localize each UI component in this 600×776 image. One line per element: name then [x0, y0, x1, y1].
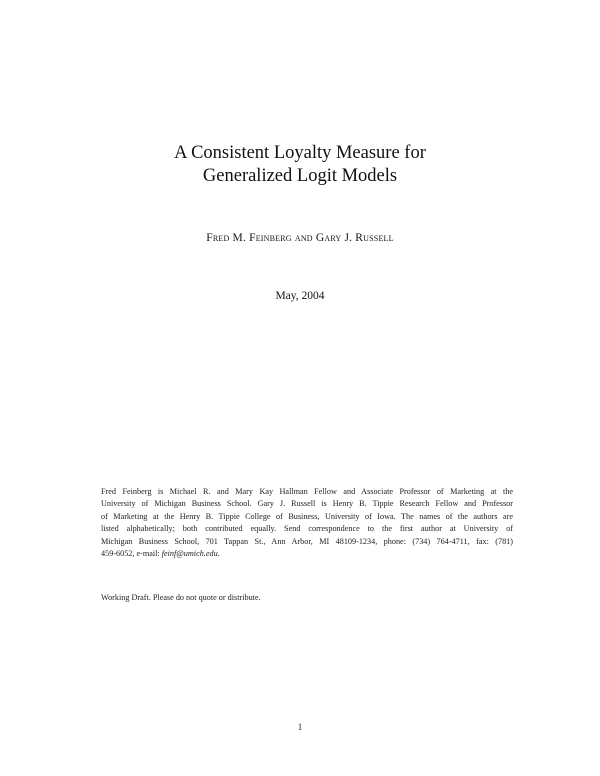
title-line-1: A Consistent Loyalty Measure for: [174, 143, 426, 163]
title-line-2: Generalized Logit Models: [202, 166, 398, 186]
author-email-link[interactable]: feinf@umich.edu: [161, 549, 218, 559]
author-footnote: [101, 486, 513, 560]
footnote-contact-prefix: 459-6052, e-mail:: [101, 549, 160, 559]
footnote-line: Michigan Business School, 701 Tappan St., Ann Arbor, MI 48109-1234, phone: (734) 764-4711, fax: (781): [101, 536, 513, 546]
footnote-line: University of Michigan Business School. Gary J. Russell is Henry B. Tippie Research Fellow and Professor: [101, 499, 513, 509]
footnote-line: of Marketing at the Henry B. Tippie College of Business, University of Iowa. The names of the authors are: [101, 511, 513, 521]
footnote-line: listed alphabetically; both contributed equally. Send correspondence to the first author at University of: [101, 524, 513, 534]
footnote-last-line: [101, 548, 513, 560]
page-number: 1: [297, 722, 303, 732]
paper-title: [0, 142, 600, 188]
paper-date: May, 2004: [275, 290, 325, 302]
draft-notice: Working Draft. Please do not quote or distribute.: [101, 593, 261, 602]
author-names: Fred M. Feinberg and Gary J. Russell: [206, 232, 394, 244]
footnote-line: Fred Feinberg is Michael R. and Mary Kay Hallman Fellow and Associate Professor of Marketing at the: [101, 487, 513, 496]
footnote-period: .: [217, 549, 220, 559]
